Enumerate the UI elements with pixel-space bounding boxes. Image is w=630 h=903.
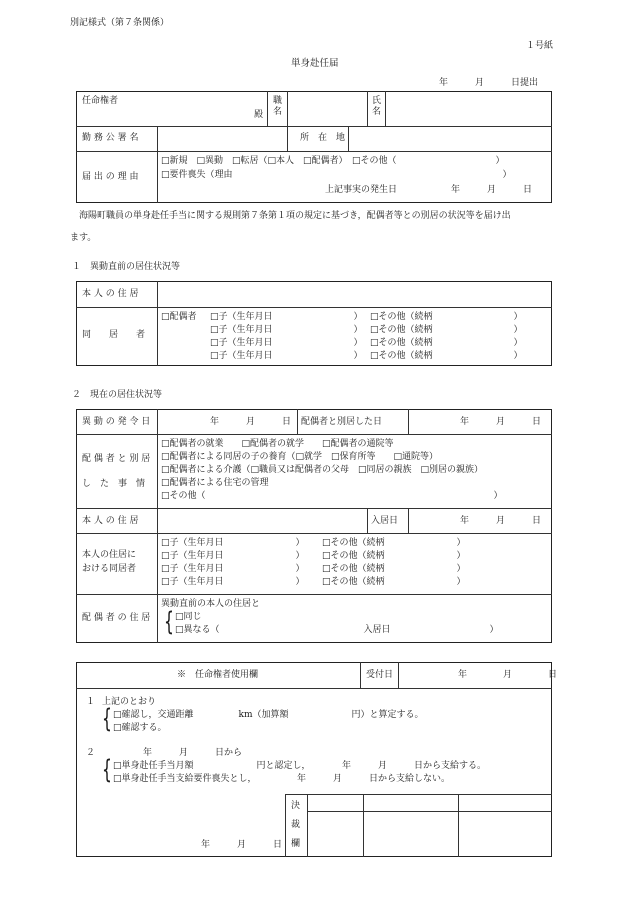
spouse-residence-intro: 異動直前の本人の住居と [161,599,261,609]
receipt-date-label: 受付日 [366,670,394,680]
intro-line-1: 海陽町職員の単身赴任手当に関する規則第７条第１項の規定に基づき，配偶者等との別居の状況等を届け出 [70,211,511,221]
brace-icon: { [102,755,112,785]
receipt-date-value: 年 月 日 [458,670,558,680]
shimei-label: 氏名 [372,96,382,117]
form-number: １号紙 [526,41,554,51]
reason-label: 届 出 の 理 由 [82,172,139,182]
location-label: 所 在 地 [300,133,346,143]
separation-reason: □配偶者による介護（□職員又は配偶者の父母 □同居の親族 □別居の親族） [161,465,484,475]
item-2-option-2: □単身赴任手当支給要件喪失とし， 年 月 日から支給しない。 [113,774,451,784]
s1-cohabitant-label: 同 居 者 [82,330,146,340]
section-1-heading: １ 異動直前の居住状況等 [72,262,181,272]
s1-other-row: □その他（続柄 ） [370,338,523,348]
issue-date-value: 年 月 日 [210,417,292,427]
item-2-heading: 年 月 日から [143,748,243,758]
brace-icon: { [164,607,174,637]
s1-child-row: □子（生年月日 ） [210,351,363,361]
separation-reason: □配偶者の就業 □配偶者の就学 □配偶者の通院等 [161,439,394,449]
dono-label: 殿 [254,110,264,120]
page-title: 単身赴任届 [291,58,339,69]
s2-child-row: □子（生年月日 ） [161,564,305,574]
form-reference: 別記様式（第７条関係） [70,18,170,28]
separation-reason-label-2: し た 事 情 [82,479,146,489]
separation-reason: □配偶者による同居の子の養育（□就学 □保育所等 □通院等） [161,452,439,462]
s1-other-row: □その他（続柄 ） [370,312,523,322]
spouse-different-option: □異なる（ 入居日 ） [175,625,499,635]
decision-label: 決 [291,801,301,811]
s2-child-row: □子（生年月日 ） [161,577,305,587]
reason-line-3: 上記事実の発生日 年 月 日 [325,185,533,195]
decision-label: 欄 [291,839,301,849]
office-label: 勤 務 公 署 名 [82,133,139,143]
separation-reason: □その他（ ） [161,491,503,501]
s1-residence-label: 本 人 の 住 居 [82,289,139,299]
item-1-option-2: □確認する。 [113,723,167,733]
move-in-value: 年 月 日 [460,516,542,526]
reason-line-1: □新規 □異動 □転居（□本人 □配偶者） □その他（ ） [161,156,505,166]
s2-other-row: □その他（続柄 ） [322,538,466,548]
s2-cohab-label-2: おける同居者 [82,564,137,574]
s2-child-row: □子（生年月日 ） [161,538,305,548]
s2-child-row: □子（生年月日 ） [161,551,305,561]
s1-child-row: □子（生年月日 ） [210,338,363,348]
separation-reason: □配偶者による住宅の管理 [161,478,269,488]
s2-other-row: □その他（続柄 ） [322,551,466,561]
s2-cohab-label-1: 本人の住居に [82,550,137,560]
item-1-option-1: □確認し，交通距離 km（加算額 円）と算定する。 [113,710,424,720]
separation-reason-label-1: 配 偶 者 と 別 居 [82,454,151,464]
official-use-title: ※ 任命権者使用欄 [177,670,259,680]
official-bottom-date: 年 月 日 [201,840,283,850]
item-2-number: ２ [86,748,96,758]
reason-line-2: □要件喪失（理由 ） [161,170,512,180]
s1-child-row: □子（生年月日 ） [210,325,363,335]
appointer-label: 任命権者 [82,96,119,106]
decision-label: 裁 [291,820,301,830]
move-in-label: 入居日 [371,516,399,526]
separated-date-value: 年 月 日 [460,417,542,427]
spouse-residence-label: 配 偶 者 の 住 居 [82,613,151,623]
s1-other-row: □その他（続柄 ） [370,351,523,361]
item-2-option-1: □単身赴任手当月額 円と認定し， 年 月 日から支給する。 [113,761,487,771]
brace-icon: { [102,704,112,734]
item-1-number: １ [86,697,96,707]
separated-date-label: 配偶者と別居した日 [301,417,383,427]
official-use-table [76,662,552,857]
spouse-same-option: □同じ [175,612,202,622]
s2-residence-label: 本 人 の 住 居 [82,516,139,526]
issue-date-label: 異 動 の 発 令 日 [82,417,151,427]
s1-other-row: □その他（続柄 ） [370,325,523,335]
s1-spouse-option: □配偶者 [161,312,197,322]
submit-date: 年 月 日提出 [439,78,539,88]
section-2-heading: ２ 現在の居住状況等 [72,390,163,400]
shoku-label: 職名 [273,96,283,117]
s2-other-row: □その他（続柄 ） [322,564,466,574]
intro-line-2: ます。 [70,233,97,243]
item-1-heading: 上記のとおり [102,697,157,707]
s2-other-row: □その他（続柄 ） [322,577,466,587]
s1-child-row: □子（生年月日 ） [210,312,363,322]
